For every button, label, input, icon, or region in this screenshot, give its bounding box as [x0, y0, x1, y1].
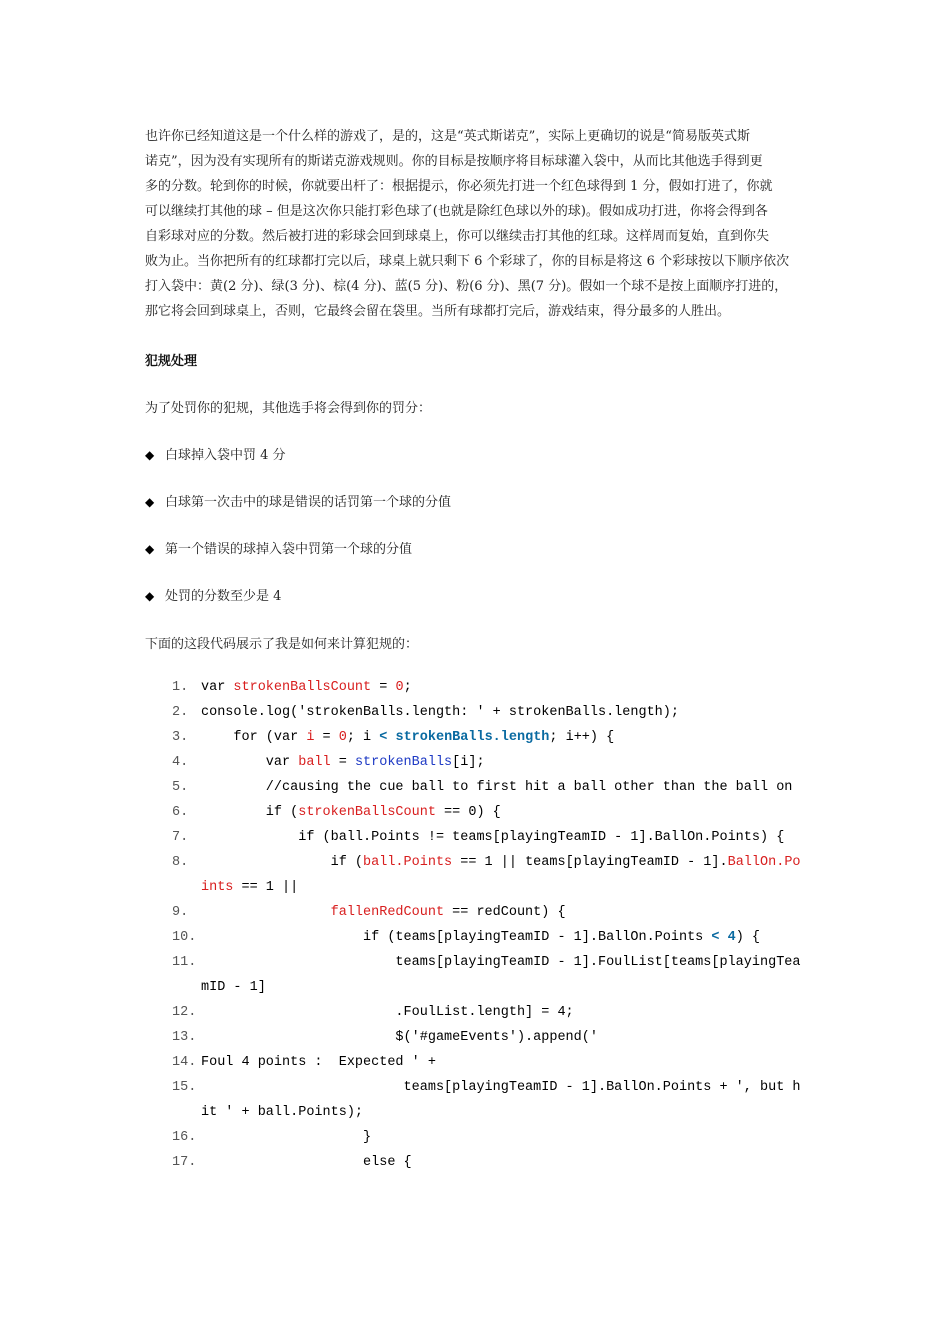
code-token: ) { [735, 930, 761, 945]
code-line [145, 675, 810, 700]
code-text [201, 1025, 598, 1050]
list-item-text: 处罚的分数至少是 4 [165, 589, 282, 604]
code-line [145, 825, 810, 850]
code-text [201, 775, 792, 800]
line-number: 4. [172, 755, 189, 770]
code-line [145, 1000, 810, 1025]
line-number: 5. [172, 780, 189, 795]
code-token: = [330, 755, 355, 770]
line-number: 10. [172, 930, 197, 945]
code-token: .FoulList.length] = 4; [201, 1005, 574, 1020]
code-token: $('#gameEvents').append(' [201, 1030, 598, 1045]
code-text [201, 1100, 363, 1125]
code-token [201, 905, 331, 920]
code-text [201, 750, 485, 775]
code-line [145, 750, 810, 775]
code-token: fallenRedCount [330, 905, 445, 920]
code-token: strokenBalls [354, 755, 453, 770]
line-number: 15. [172, 1080, 197, 1095]
code-text [201, 675, 412, 700]
code-line [145, 925, 810, 950]
code-token: for (var [201, 730, 307, 745]
code-token: ball.Points [363, 855, 453, 870]
line-number: 7. [172, 830, 189, 845]
code-line [145, 950, 810, 975]
line-number: 14. [172, 1055, 197, 1070]
code-line [145, 1150, 810, 1175]
intro-line: 多的分数。轮到你的时候，你就要出杆了：根据提示，你必须先打进一个红色球得到 1 分，假如打进了，你就 [145, 179, 773, 194]
code-token: ball [298, 755, 331, 770]
code-token: == redCount) { [444, 905, 566, 920]
code-token: Foul 4 points : Expected ' + [201, 1055, 436, 1070]
list-item [145, 491, 451, 510]
code-token: [i]; [452, 755, 485, 770]
code-token: } [201, 1130, 372, 1145]
code-token: strokenBallsCount [298, 805, 436, 820]
list-item [145, 538, 412, 557]
diamond-bullet-icon: ◆ [145, 589, 155, 603]
code-token: BallOn.Po [727, 855, 801, 870]
code-text [201, 1125, 371, 1150]
code-token: else { [201, 1155, 412, 1170]
code-text [201, 725, 614, 750]
line-number: 16. [172, 1130, 197, 1145]
code-token: console.log('strokenBalls.length: ' + strokenBalls.length); [201, 705, 679, 720]
code-intro: 下面的这段代码展示了我是如何来计算犯规的： [145, 637, 419, 652]
code-token: = [314, 730, 339, 745]
list-item [145, 585, 281, 604]
intro-line: 也许你已经知道这是一个什么样的游戏了，是的，这是“英式斯诺克”，实际上更确切的说是“简易版英式斯 [145, 129, 750, 144]
code-token: //causing the cue ball to first hit a ball other than the ball on [201, 780, 793, 795]
code-text [201, 1075, 801, 1100]
line-number: 17. [172, 1155, 197, 1170]
code-text [201, 825, 784, 850]
code-line [145, 1075, 810, 1100]
code-token: ints [201, 880, 234, 895]
intro-line: 败为止。当你把所有的红球都打完以后，球桌上就只剩下 6 个彩球了，你的目标是将这 6 个彩球按以下顺序依次 [145, 254, 790, 269]
code-token: if ( [201, 805, 299, 820]
code-line [145, 850, 810, 875]
code-token: if ( [201, 855, 364, 870]
code-line [145, 1050, 810, 1075]
code-text [201, 875, 298, 900]
line-number: 1. [172, 680, 189, 695]
code-token: = [371, 680, 396, 695]
intro-line: 自彩球对应的分数。然后被打进的彩球会回到球桌上，你可以继续击打其他的红球。这样周而复始，直到你失 [145, 229, 770, 244]
intro-line: 那它将会回到球桌上，否则，它最终会留在袋里。当所有球都打完后，游戏结束，得分最多的人胜出。 [145, 304, 731, 319]
code-text [201, 1050, 436, 1075]
code-line [145, 1025, 810, 1050]
list-item-text: 白球第一次击中的球是错误的话罚第一个球的分值 [165, 495, 452, 510]
code-token: var [201, 680, 234, 695]
code-line [145, 1100, 810, 1125]
list-item-text: 白球掉入袋中罚 4 分 [165, 448, 286, 463]
code-line [145, 875, 810, 900]
intro-line: 可以继续打其他的球 – 但是这次你只能打彩色球了(也就是除红色球以外的球)。假如成功打进，你将会得到各 [145, 204, 768, 219]
penalty-intro: 为了处罚你的犯规，其他选手将会得到你的罚分： [145, 401, 432, 416]
code-token: 0 [338, 730, 347, 745]
code-token: < strokenBalls.length [379, 730, 550, 745]
diamond-bullet-icon: ◆ [145, 495, 155, 509]
list-item [145, 444, 286, 463]
code-text [201, 1000, 574, 1025]
code-token: == 1 || [233, 880, 299, 895]
code-line [145, 800, 810, 825]
code-token: 0 [395, 680, 404, 695]
code-text [201, 950, 801, 975]
code-token: < 4 [711, 930, 736, 945]
code-token: strokenBallsCount [233, 680, 372, 695]
code-token: it ' + ball.Points); [201, 1105, 364, 1120]
diamond-bullet-icon: ◆ [145, 448, 155, 462]
line-number: 2. [172, 705, 189, 720]
code-line [145, 975, 810, 1000]
code-token: mID - 1] [201, 980, 266, 995]
code-token: == 1 || teams[playingTeamID - 1]. [452, 855, 728, 870]
code-line [145, 775, 810, 800]
code-line [145, 1125, 810, 1150]
code-text [201, 925, 760, 950]
code-block [145, 675, 810, 1175]
code-token: teams[playingTeamID - 1].FoulList[teams[playingTea [201, 955, 801, 970]
code-text [201, 700, 679, 725]
code-token: ; [403, 680, 412, 695]
code-token: == 0) { [435, 805, 501, 820]
code-text [201, 800, 501, 825]
line-number: 8. [172, 855, 189, 870]
line-number: 6. [172, 805, 189, 820]
code-text [201, 850, 801, 875]
code-text [201, 900, 566, 925]
code-text [201, 1150, 412, 1175]
section-heading: 犯规处理 [145, 354, 198, 369]
code-token: ; i++) { [549, 730, 615, 745]
line-number: 3. [172, 730, 189, 745]
line-number: 11. [172, 955, 197, 970]
intro-paragraph [145, 124, 810, 324]
code-token: teams[playingTeamID - 1].BallOn.Points + ', but h [201, 1080, 801, 1095]
code-token: ; i [346, 730, 380, 745]
list-item-text: 第一个错误的球掉入袋中罚第一个球的分值 [165, 542, 413, 557]
line-number: 13. [172, 1030, 197, 1045]
code-token: var [201, 755, 299, 770]
code-line [145, 725, 810, 750]
intro-line: 打入袋中：黄(2 分)、绿(3 分)、棕(4 分)、蓝(5 分)、粉(6 分)、黑(7 分)。假如一个球不是按上面顺序打进的， [145, 279, 788, 294]
code-token: if (ball.Points != teams[playingTeamID - 1].BallOn.Points) { [201, 830, 785, 845]
code-token: if (teams[playingTeamID - 1].BallOn.Points [201, 930, 712, 945]
code-line [145, 700, 810, 725]
intro-line: 诺克”，因为没有实现所有的斯诺克游戏规则。你的目标是按顺序将目标球灌入袋中，从而比其他选手得到更 [145, 154, 763, 169]
line-number: 9. [172, 905, 189, 920]
diamond-bullet-icon: ◆ [145, 542, 155, 556]
line-number: 12. [172, 1005, 197, 1020]
code-token: i [306, 730, 315, 745]
code-text [201, 975, 266, 1000]
code-line [145, 900, 810, 925]
